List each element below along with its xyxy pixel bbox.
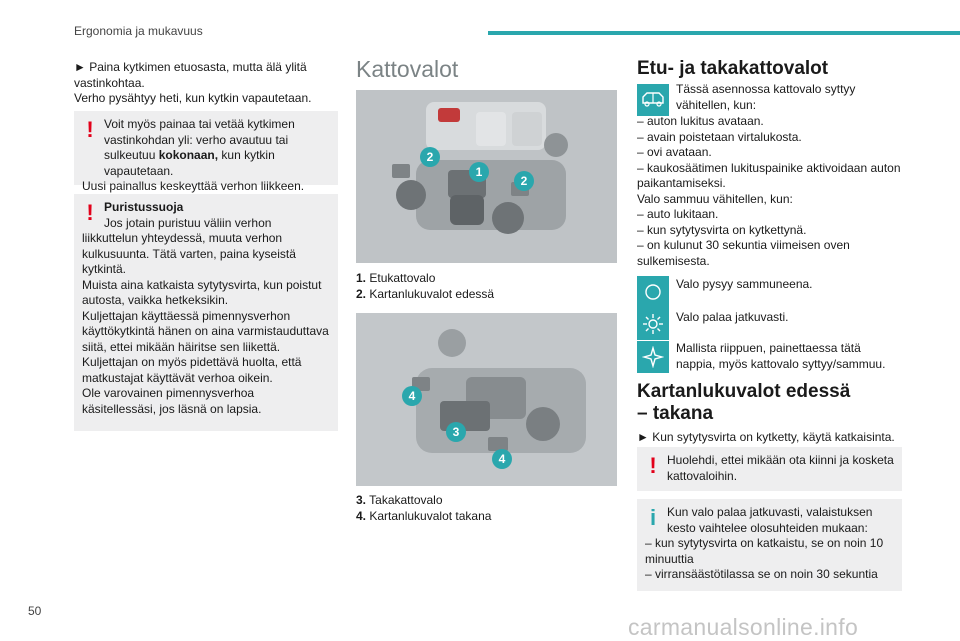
intro-paragraph bbox=[74, 60, 338, 107]
warning-icon: ! bbox=[86, 117, 94, 142]
off-mode-text: Valo pysyy sammuneena. bbox=[676, 277, 813, 291]
intro-line-2: Verho pysähtyy heti, kun kytkin vapautetaan. bbox=[74, 91, 312, 105]
list-item: – kun sytytysvirta on kytkettynä. bbox=[637, 222, 807, 237]
info-line-1: Kun valo palaa jatkuvasti, valaistuksen kesto vaihtelee olosuhteiden mukaan: bbox=[667, 505, 873, 535]
list-item: – auto lukitaan. bbox=[637, 207, 719, 221]
touch-sparkle-icon bbox=[642, 346, 664, 368]
info-icon: i bbox=[649, 505, 657, 530]
section-heading-front-rear-lights: Etu- ja takakattovalot bbox=[637, 58, 829, 79]
warning-2-line: Muista aina katkaista sytytysvirta, kun poistut autosta, vaikka hetkeksikin. bbox=[82, 277, 322, 307]
door-mode-text: Tässä asennossa kattovalo syttyy vähitellen, kun: bbox=[676, 82, 856, 112]
on-conditions-list bbox=[637, 114, 902, 269]
section-heading-map-lights: Kartanlukuvalot edessä – takana bbox=[637, 381, 851, 424]
list-item: – kaukosäätimen lukituspainike aktivoidaan auton paikantamiseksi. bbox=[637, 160, 901, 190]
legend-item: 2. Kartanlukuvalot edessä bbox=[356, 286, 495, 301]
rear-console-illustration bbox=[356, 313, 617, 486]
touch-mode-icon-box bbox=[637, 341, 669, 373]
door-icon bbox=[640, 91, 666, 109]
callout-badge: 4 bbox=[402, 386, 422, 406]
front-ceiling-light-photo bbox=[356, 90, 617, 263]
legend-item: 4. Kartanlukuvalot takana bbox=[356, 508, 492, 523]
warning-3-text: Huolehdi, ettei mikään ota kiinni ja kosketa kattovaloihin. bbox=[667, 453, 894, 483]
light-on-icon bbox=[642, 313, 664, 335]
warning-2-line: Jos jotain puristuu väliin verhon liikkuttelun yhteydessä, muuta verhon kulkusuunta. Tätä varten, paina kyseistä kytkintä. bbox=[82, 215, 296, 276]
info-line-3: – virransäästötilassa se on noin 30 sekuntia bbox=[645, 567, 878, 581]
warning-2-line: Kuljettajan on myös pidettävä huolta, että matkustajat käyttävät verhoa oikein. bbox=[82, 355, 302, 385]
door-mode-icon-box bbox=[637, 84, 669, 116]
warning-1-followup: Uusi painallus keskeyttää verhon liikkeen. bbox=[82, 179, 305, 193]
info-line-2: – kun sytytysvirta on katkaistu, se on noin 10 minuuttia bbox=[645, 536, 884, 566]
warning-1-text: Voit myös painaa tai vetää kytkimen vastinkohdan yli: verho avautuu tai sulkeutuu kokonaan, kun kytkin vapautetaan. bbox=[104, 117, 295, 178]
warning-icon: ! bbox=[649, 453, 657, 478]
section-heading-kattovalot: Kattovalot bbox=[356, 56, 459, 82]
warning-note-1 bbox=[74, 111, 338, 193]
callout-badge: 2 bbox=[420, 147, 440, 167]
header-accent-bar bbox=[488, 31, 960, 35]
list-item: – avain poistetaan virtalukosta. bbox=[637, 129, 802, 144]
callout-badge: 2 bbox=[514, 171, 534, 191]
callout-badge: 3 bbox=[446, 422, 466, 442]
legend-item: 3. Takakattovalo bbox=[356, 493, 443, 507]
legend-front bbox=[356, 271, 494, 302]
page-number: 50 bbox=[28, 604, 42, 618]
legend-rear bbox=[356, 493, 491, 524]
warning-note-2 bbox=[74, 194, 338, 431]
off-intro: Valo sammuu vähitellen, kun: bbox=[637, 191, 793, 206]
rear-ceiling-light-photo bbox=[356, 313, 617, 486]
warning-2-line: Kuljettajan käyttäessä pimennysverhon käyttökytkintä hänen on aina varmistauduttava siitä, ettei mikään häiritse sen liikettä. bbox=[82, 308, 329, 354]
list-item: – auton lukitus avataan. bbox=[637, 114, 764, 128]
callout-badge: 1 bbox=[469, 162, 489, 182]
running-header: Ergonomia ja mukavuus bbox=[74, 24, 203, 38]
light-off-icon bbox=[643, 282, 663, 302]
list-item: – on kulunut 30 sekuntia viimeisen oven sulkemisesta. bbox=[637, 238, 850, 268]
warning-icon: ! bbox=[86, 200, 94, 225]
intro-line-1: ► Paina kytkimen etuosasta, mutta älä ylitä vastinkohtaa. bbox=[74, 60, 307, 90]
warning-2-title: Puristussuoja bbox=[104, 200, 184, 214]
list-item: – ovi avataan. bbox=[637, 145, 712, 159]
info-note bbox=[637, 499, 902, 591]
legend-item: 1. Etukattovalo bbox=[356, 271, 436, 285]
watermark: carmanualsonline.info bbox=[628, 614, 859, 640]
on-mode-icon-box bbox=[637, 308, 669, 340]
warning-2-line: Ole varovainen pimennysverhoa käsitellessäsi, jos läsnä on lapsia. bbox=[82, 386, 262, 416]
touch-mode-text: Mallista riippuen, painettaessa tätä nappia, myös kattovalo syttyy/sammuu. bbox=[676, 341, 886, 371]
map-lights-instruction: ► Kun sytytysvirta on kytketty, käytä katkaisinta. bbox=[637, 430, 895, 444]
callout-badge: 4 bbox=[492, 449, 512, 469]
off-mode-icon-box bbox=[637, 276, 669, 308]
warning-note-3 bbox=[637, 447, 902, 491]
on-mode-text: Valo palaa jatkuvasti. bbox=[676, 310, 789, 324]
